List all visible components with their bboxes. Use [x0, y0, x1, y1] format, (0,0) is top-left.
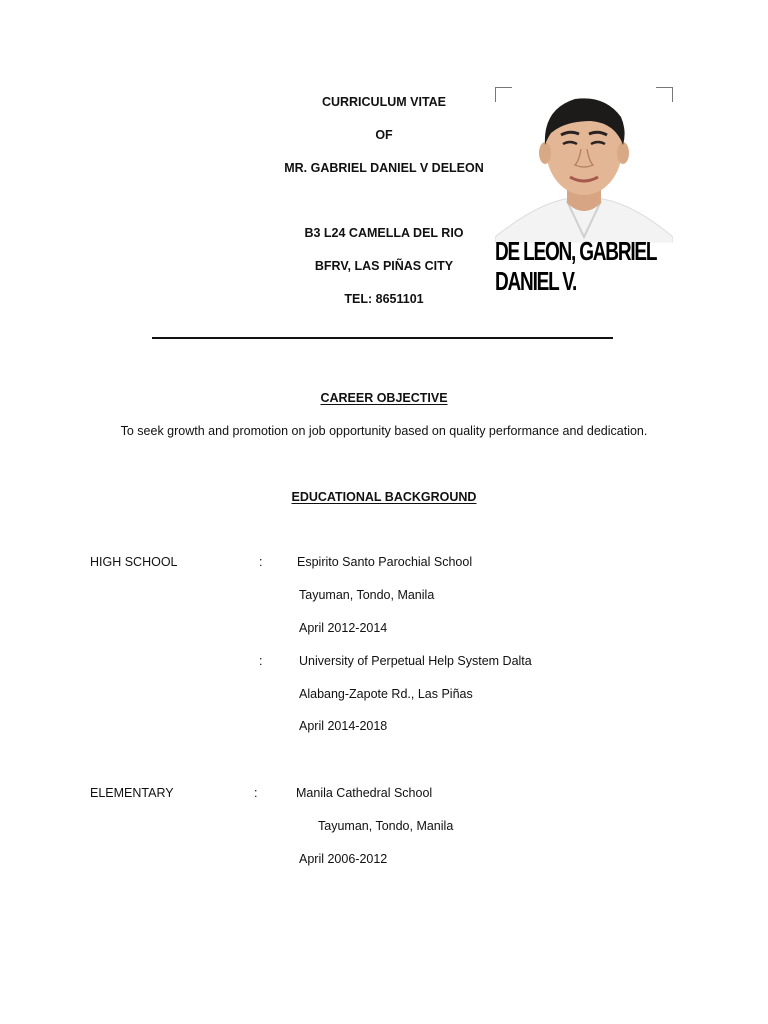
applicant-photo — [495, 87, 673, 294]
telephone: TEL: 8651101 — [344, 292, 424, 306]
applicant-name: MR. GABRIEL DANIEL V DELEON — [284, 161, 484, 175]
high-school-label: HIGH SCHOOL — [90, 555, 178, 569]
crop-corner-top-left — [495, 87, 512, 102]
high-school-address-2: Alabang-Zapote Rd., Las Piñas — [299, 687, 473, 701]
high-school-years-2: April 2014-2018 — [299, 719, 388, 733]
career-objective-text: To seek growth and promotion on job opportunity based on quality performance and dedication. — [120, 424, 648, 438]
header-divider — [152, 337, 613, 339]
address-line-2: BFRV, LAS PIÑAS CITY — [314, 259, 454, 273]
high-school-colon-2: : — [259, 654, 263, 668]
document-title-of: OF — [375, 128, 393, 142]
career-objective-heading: CAREER OBJECTIVE — [320, 391, 448, 405]
document-title: CURRICULUM VITAE — [321, 95, 447, 109]
elementary-school-years: April 2006-2012 — [299, 852, 388, 866]
elementary-colon: : — [254, 786, 258, 800]
elementary-label: ELEMENTARY — [90, 786, 174, 800]
high-school-name-1: Espirito Santo Parochial School — [297, 555, 473, 569]
high-school-colon: : — [259, 555, 263, 569]
address-line-1: B3 L24 CAMELLA DEL RIO — [304, 226, 464, 240]
elementary-school-address: Tayuman, Tondo, Manila — [318, 819, 454, 833]
high-school-name-2: University of Perpetual Help System Dalta — [299, 654, 532, 668]
high-school-years-1: April 2012-2014 — [299, 621, 388, 635]
elementary-school-name: Manila Cathedral School — [296, 786, 433, 800]
photo-caption: DE LEON, GABRIEL DANIEL V. — [495, 243, 673, 294]
crop-corner-top-right — [656, 87, 673, 102]
educational-background-heading: EDUCATIONAL BACKGROUND — [291, 490, 477, 504]
high-school-address-1: Tayuman, Tondo, Manila — [299, 588, 435, 602]
